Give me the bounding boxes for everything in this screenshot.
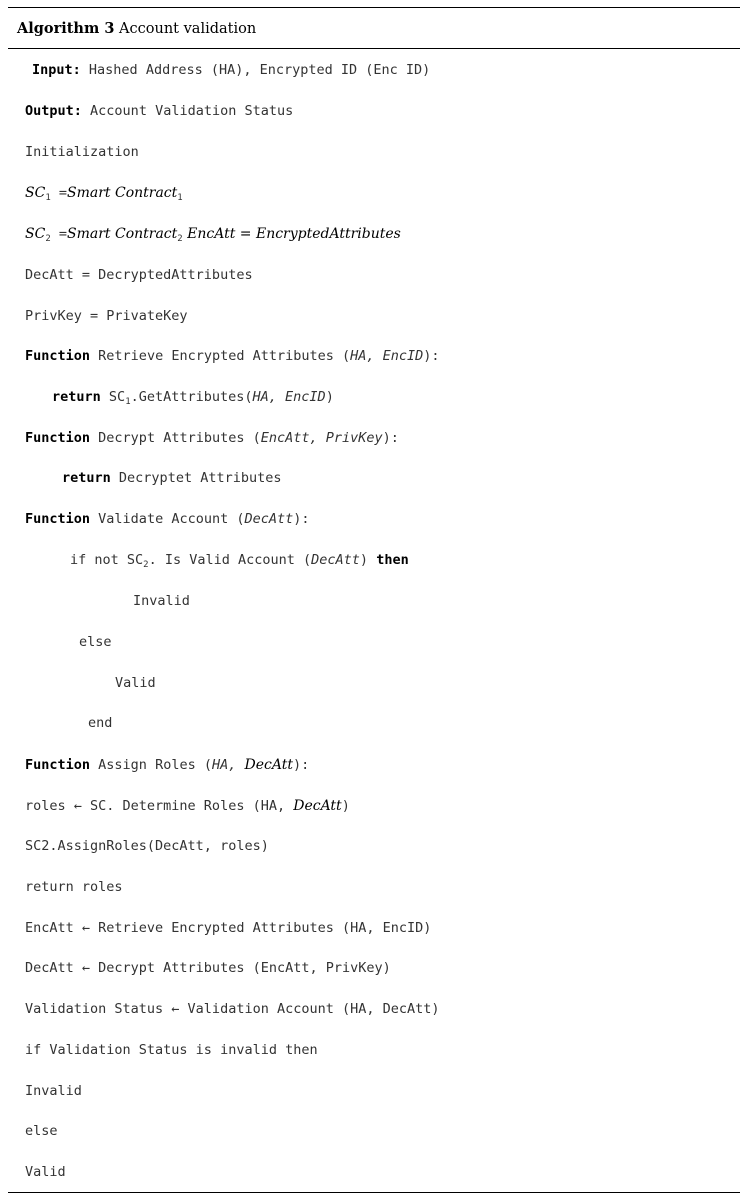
return-decrypted-line: return Decryptet Attributes: [62, 470, 282, 486]
invalid-line-1: Invalid: [133, 593, 190, 609]
bottom-rule: [8, 1192, 740, 1193]
valid-line-2: Valid: [25, 1164, 66, 1180]
input-line: Input: Hashed Address (HA), Encrypted ID (Enc ID): [32, 62, 431, 78]
top-rule: [8, 7, 740, 8]
algorithm-label: Algorithm 3: [17, 20, 115, 37]
algorithm-title: Account validation: [119, 21, 257, 37]
return-attributes-line: return $SC_1.GetAttributes(HA$, EncID): [52, 389, 334, 407]
if-not-valid-line: if not $SC_2$. Is Valid Account (DecAtt) then: [70, 552, 409, 570]
else-line-1: else: [79, 634, 112, 650]
sc2-line: $SC_2$ =Smart Contract$_2$ EncAtt = EncryptedAttributes: [25, 226, 401, 244]
function-assign-roles-line: Function Assign Roles (HA, DecAtt):: [25, 757, 310, 773]
encatt-assign-line: EncAtt ← Retrieve Encrypted Attributes (HA, EncID): [25, 920, 432, 936]
function-validate-line: Function Validate Account (DecAtt):: [25, 511, 310, 527]
algorithm-caption: [17, 20, 256, 37]
decatt-line: DecAtt = DecryptedAttributes: [25, 267, 253, 283]
if-validation-line: if Validation Status is invalid then: [25, 1042, 318, 1058]
return-roles-line: return roles: [25, 879, 123, 895]
roles-line: roles ← SC. Determine Roles (HA, DecAtt): [25, 798, 350, 814]
function-retrieve-line: Function Retrieve Encrypted Attributes (HA, EncID):: [25, 348, 440, 364]
output-line: Output: Account Validation Status: [25, 103, 294, 119]
caption-rule: [8, 48, 740, 49]
invalid-line-2: Invalid: [25, 1083, 82, 1099]
end-line: end: [88, 715, 113, 731]
validation-status-line: Validation Status ← Validation Account (HA, DecAtt): [25, 1001, 440, 1017]
privkey-line: PrivKey = PrivateKey: [25, 308, 188, 324]
initialization-line: Initialization: [25, 144, 139, 160]
function-decrypt-line: Function Decrypt Attributes (EncAtt, PrivKey):: [25, 430, 399, 446]
else-line-2: else: [25, 1123, 58, 1139]
assign-roles-line: SC2.AssignRoles(DecAtt, roles): [25, 838, 269, 854]
decatt-assign-line: DecAtt ← Decrypt Attributes (EncAtt, PrivKey): [25, 960, 391, 976]
sc1-line: $SC_1$ =Smart Contract$_1$: [25, 185, 183, 203]
valid-line-1: Valid: [115, 675, 156, 691]
